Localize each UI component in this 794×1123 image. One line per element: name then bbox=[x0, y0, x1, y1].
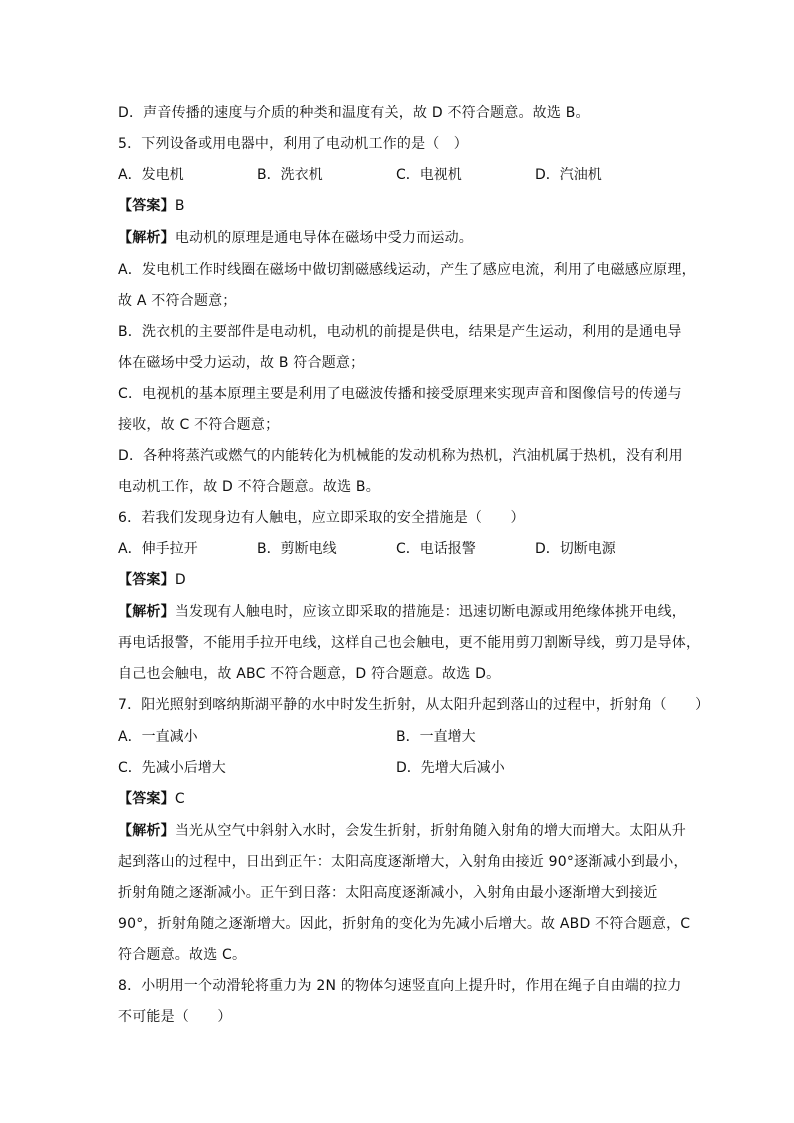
q7-analysis bbox=[118, 821, 686, 841]
question-7-stem: 7．阳光照射到喀纳斯湖平静的水中时发生折射，从太阳升起到落山的过程中，折射角（ ） bbox=[118, 697, 710, 713]
q6-analysis-line3: 自己也会触电，故 ABC 不符合题意，D 符合题意。故选 D。 bbox=[118, 666, 501, 682]
q7-analysis-line4: 90°，折射角随之逐渐增大。因此，折射角的变化为先减小后增大。故 ABD 不符合题意，C bbox=[118, 916, 691, 932]
q5-option-c: C．电视机 bbox=[396, 167, 462, 183]
q4-option-d-explanation: D．声音传播的速度与介质的种类和温度有关，故 D 不符合题意。故选 B。 bbox=[118, 105, 590, 121]
q5-analysis-d-line2: 电动机工作，故 D 不符合题意。故选 B。 bbox=[118, 479, 380, 495]
question-8-stem-line1: 8．小明用一个动滑轮将重力为 2N 的物体匀速竖直向上提升时，作用在绳子自由端的拉力 bbox=[118, 978, 682, 994]
q6-analysis bbox=[118, 602, 686, 622]
q6-option-d: D．切断电源 bbox=[535, 541, 616, 557]
analysis-tag: 【解析】 bbox=[118, 823, 175, 839]
q5-analysis-b-line2: 体在磁场中受力运动，故 B 符合题意； bbox=[118, 355, 365, 371]
analysis-text: 当发现有人触电时，应该立即采取的措施是：迅速切断电源或用绝缘体挑开电线， bbox=[174, 604, 687, 620]
q5-analysis-d-line1: D．各种将蒸汽或燃气的内能转化为机械能的发动机称为热机，汽油机属于热机，没有利用 bbox=[118, 448, 683, 464]
question-8-stem-line2: 不可能是（ ） bbox=[118, 1009, 232, 1025]
q6-option-c: C．电话报警 bbox=[396, 541, 476, 557]
q6-answer bbox=[118, 570, 186, 590]
answer-tag: 【答案】 bbox=[118, 572, 175, 588]
q5-analysis-c-line2: 接收，故 C 不符合题意； bbox=[118, 417, 280, 433]
q5-option-b: B．洗衣机 bbox=[257, 167, 323, 183]
answer-value: B bbox=[174, 198, 185, 214]
q6-option-a: A．伸手拉开 bbox=[118, 541, 198, 557]
answer-value: C bbox=[174, 791, 185, 807]
q7-answer bbox=[118, 789, 185, 809]
q7-option-b: B．一直增大 bbox=[396, 729, 476, 745]
analysis-tag: 【解析】 bbox=[118, 604, 175, 620]
analysis-text: 电动机的原理是通电导体在磁场中受力而运动。 bbox=[174, 230, 474, 246]
q5-analysis-a-line2: 故 A 不符合题意； bbox=[118, 293, 237, 309]
q5-answer bbox=[118, 196, 185, 216]
q5-analysis-c-line1: C．电视机的基本原理主要是利用了电磁波传播和接受原理来实现声音和图像信号的传递与 bbox=[118, 386, 682, 402]
question-6-stem: 6．若我们发现身边有人触电，应立即采取的安全措施是（ ） bbox=[118, 510, 525, 526]
answer-tag: 【答案】 bbox=[118, 198, 175, 214]
q6-analysis-line2: 再电话报警，不能用手拉开电线，这样自己也会触电，更不能用剪刀割断导线，剪刀是导体， bbox=[118, 635, 701, 651]
q7-analysis-line3: 折射角随之逐渐减小。正午到日落：太阳高度逐渐减小，入射角由最小逐渐增大到接近 bbox=[118, 885, 658, 901]
q7-analysis-line5: 符合题意。故选 C。 bbox=[118, 947, 247, 963]
q7-option-c: C．先减小后增大 bbox=[118, 760, 226, 776]
q6-option-b: B．剪断电线 bbox=[257, 541, 337, 557]
answer-value: D bbox=[174, 572, 186, 588]
q5-analysis bbox=[118, 228, 473, 248]
q7-analysis-line2: 起到落山的过程中，日出到正午：太阳高度逐渐增大，入射角由接近 90°逐渐减小到最小， bbox=[118, 854, 688, 870]
q5-option-a: A．发电机 bbox=[118, 167, 184, 183]
q5-analysis-b-line1: B．洗衣机的主要部件是电动机，电动机的前提是供电，结果是产生运动，利用的是通电导 bbox=[118, 324, 682, 340]
q7-option-a: A．一直减小 bbox=[118, 729, 198, 745]
q5-analysis-a-line1: A．发电机工作时线圈在磁场中做切割磁感线运动，产生了感应电流，利用了电磁感应原理， bbox=[118, 262, 696, 278]
analysis-text: 当光从空气中斜射入水时，会发生折射，折射角随入射角的增大而增大。太阳从升 bbox=[174, 823, 687, 839]
answer-tag: 【答案】 bbox=[118, 791, 175, 807]
analysis-tag: 【解析】 bbox=[118, 230, 175, 246]
q5-option-d: D．汽油机 bbox=[535, 167, 602, 183]
q7-option-d: D．先增大后减小 bbox=[396, 760, 505, 776]
question-5-stem: 5．下列设备或用电器中，利用了电动机工作的是（ ） bbox=[118, 136, 468, 152]
